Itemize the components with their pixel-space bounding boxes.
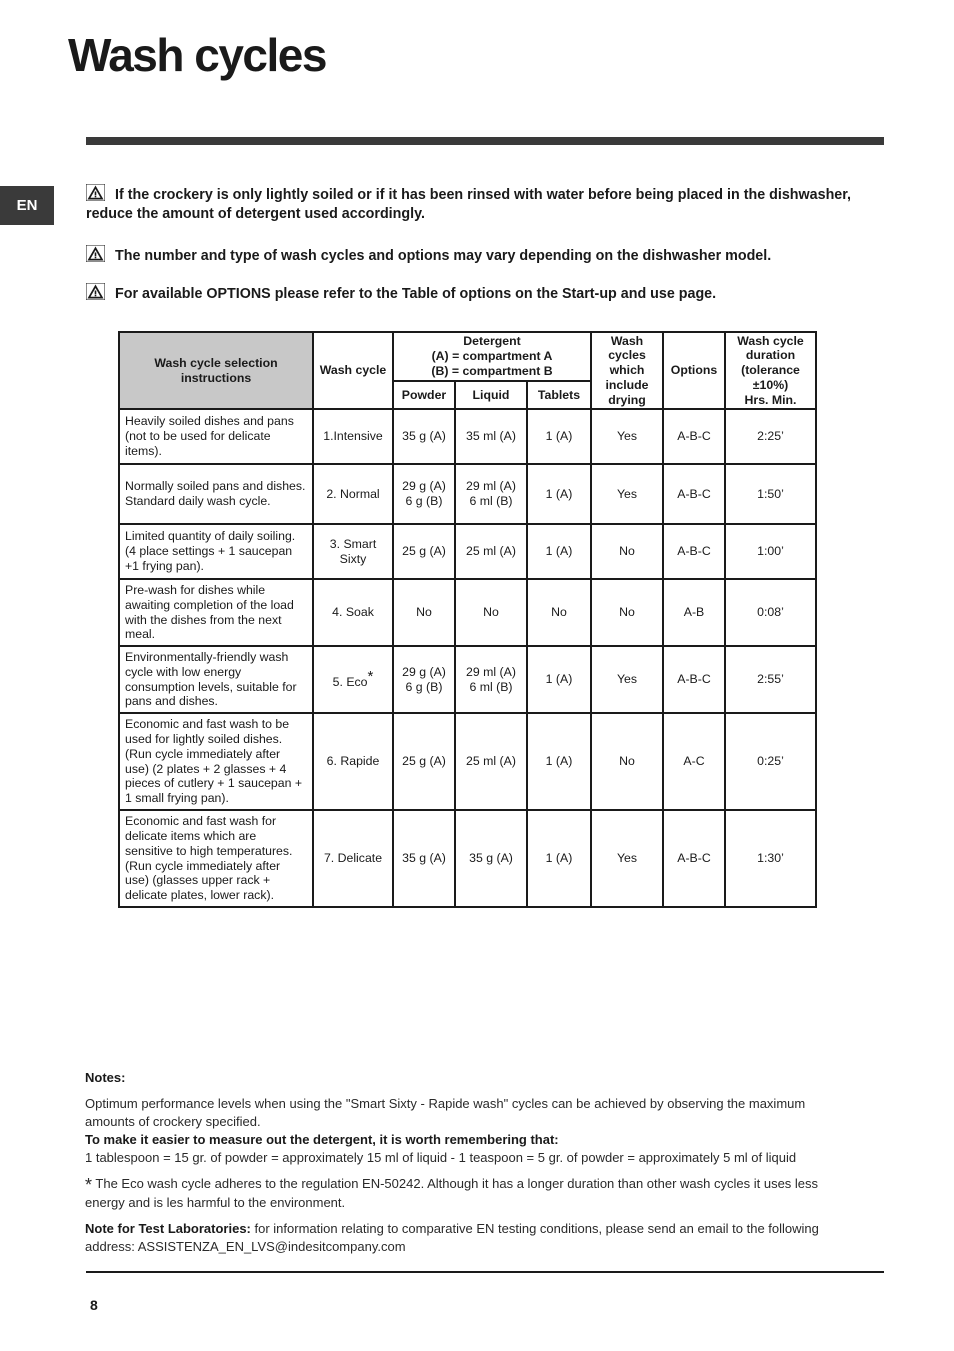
cell-tablets: 1 (A) [527,810,591,907]
cell-drying: No [591,579,663,646]
warning-note-3 [86,283,851,304]
cell-instructions: Pre-wash for dishes while awaiting completion of the load with the dishes from the next meal. [119,579,313,646]
table-body [119,409,816,907]
notes-test-labs-text: for information relating to comparative EN testing conditions, please send an email to the following address: ASSISTENZA_EN_LVS@indesitcompany.com [85,1221,819,1254]
cell-duration: 2:25’ [725,409,816,464]
notes-measure-text: 1 tablespoon = 15 gr. of powder = approximately 15 ml of liquid - 1 teaspoon = 5 gr. of powder = approximately 5 ml of liquid [85,1150,797,1165]
cell-drying: Yes [591,409,663,464]
cell-powder-line: 6 g (B) [405,679,443,694]
notes-eco-text: The Eco wash cycle adheres to the regulation EN-50242. Although it has a longer duration than other wash cycles it uses less energy and is les harmful to the environment. [85,1176,819,1210]
header-options: Options [663,332,725,409]
cell-instructions: Normally soiled pans and dishes. Standard daily wash cycle. [119,464,313,524]
cell-duration: 1:00’ [725,524,816,579]
table-row [119,524,816,579]
cell-liquid-line: 25 ml (A) [466,544,516,559]
cell-options: A-B-C [663,409,725,464]
cell-powder-line: 35 g (A) [402,429,446,444]
wash-cycle-name: 4. Soak [332,605,374,620]
cell-instructions: Limited quantity of daily soiling. (4 place settings + 1 saucepan +1 frying pan). [119,524,313,579]
cell-wash-cycle [313,579,393,646]
cell-options: A-B-C [663,810,725,907]
wash-cycles-table [118,331,817,908]
header-powder: Powder [393,381,455,409]
cell-liquid [455,579,527,646]
cell-liquid-line: 35 g (A) [469,851,513,866]
cell-options: A-C [663,713,725,810]
cell-instructions: Economic and fast wash for delicate items which are sensitive to high temperatures. (Run cycle immediately after use) (glasses upper rack + delicate plates, lower rack). [119,810,313,907]
header-tablets: Tablets [527,381,591,409]
cell-powder [393,810,455,907]
cell-tablets: 1 (A) [527,713,591,810]
header-duration [725,332,816,409]
wash-cycle-name: 2. Normal [326,486,380,501]
cell-options: A-B-C [663,524,725,579]
header-detergent-title: Detergent [463,334,521,349]
cell-drying: Yes [591,464,663,524]
cell-drying: No [591,524,663,579]
notes-test-labs [85,1220,855,1256]
cell-wash-cycle [313,524,393,579]
warning-text-2: The number and type of wash cycles and options may vary depending on the dishwasher model. [115,248,772,264]
cell-liquid-line: 35 ml (A) [466,429,516,444]
wash-cycle-name: 5. Eco [332,674,368,689]
cell-instructions: Environmentally-friendly wash cycle with low energy consumption levels, suitable for pans and dishes. [119,646,313,713]
table-row [119,409,816,464]
cell-wash-cycle [313,409,393,464]
cell-tablets: 1 (A) [527,409,591,464]
header-detergent-a: (A) = compartment A [431,349,553,364]
cell-instructions: Economic and fast wash to be used for lightly soiled dishes. (Run cycle immediately after use) (2 plates + 2 glasses + 4 pieces of cutlery + 1 saucepan + 1 small frying pan). [119,713,313,810]
cell-powder [393,464,455,524]
cell-wash-cycle [313,464,393,524]
cell-wash-cycle [313,646,393,713]
cell-tablets: 1 (A) [527,646,591,713]
wash-cycle-name: 3. Smart Sixty [329,536,377,566]
cell-liquid-line: No [483,605,499,620]
cell-liquid-line: 6 ml (B) [469,679,513,694]
cell-liquid-line: 25 ml (A) [466,754,516,769]
cell-drying: Yes [591,810,663,907]
asterisk-mark: * [367,667,374,685]
asterisk-mark: * [85,1175,93,1195]
header-detergent [393,332,591,381]
cell-wash-cycle [313,810,393,907]
cell-duration: 1:30’ [725,810,816,907]
cell-liquid [455,810,527,907]
cell-tablets: 1 (A) [527,464,591,524]
cell-liquid [455,524,527,579]
cell-liquid-line: 29 ml (A) [466,664,516,679]
cell-powder [393,646,455,713]
notes-section [85,1069,855,1256]
page-title: Wash cycles [68,29,326,81]
notes-measure-heading: To make it easier to measure out the detergent, it is worth remembering that: [85,1132,559,1147]
warning-triangle-icon [86,283,105,300]
cell-liquid [455,464,527,524]
cell-liquid-line: 29 ml (A) [466,479,516,494]
cell-tablets: 1 (A) [527,524,591,579]
cell-powder [393,524,455,579]
cell-options: A-B [663,579,725,646]
header-liquid: Liquid [455,381,527,409]
header-instructions: Wash cycle selection instructions [119,332,313,409]
notes-paragraph-1: Optimum performance levels when using the "Smart Sixty - Rapide wash" cycles can be achieved by observing the maximum amounts of crockery specified. [85,1096,806,1129]
cell-instructions: Heavily soiled dishes and pans (not to be used for delicate items). [119,409,313,464]
header-wash-cycle: Wash cycle [313,332,393,409]
wash-cycle-name: 1.Intensive [323,429,383,444]
header-drying: Wash cycles which include drying [591,332,663,409]
cell-powder-line: 6 g (B) [405,494,443,508]
table-row [119,579,816,646]
cell-tablets: No [527,579,591,646]
wash-cycle-name: 6. Rapide [326,754,380,769]
cell-options: A-B-C [663,646,725,713]
wash-cycle-name: 7. Delicate [323,851,383,866]
cell-powder [393,713,455,810]
warning-note-2 [86,245,851,266]
cell-powder [393,409,455,464]
notes-eco-paragraph [85,1175,855,1212]
cell-liquid [455,713,527,810]
cell-powder-line: 25 g (A) [402,544,446,559]
header-detergent-b: (B) = compartment B [431,363,553,378]
cell-duration: 2:55’ [725,646,816,713]
cell-powder [393,579,455,646]
cell-liquid-line: 6 ml (B) [469,494,513,508]
cell-options: A-B-C [663,464,725,524]
header-duration-title: Wash cycle duration (tolerance ±10%) [737,333,804,392]
cell-duration: 1:50’ [725,464,816,524]
cell-drying: No [591,713,663,810]
cell-drying: Yes [591,646,663,713]
warning-triangle-icon [86,184,105,201]
cell-powder-line: 25 g (A) [402,754,446,769]
table-row [119,464,816,524]
warning-text-3: For available OPTIONS please refer to the Table of options on the Start-up and use page. [115,286,717,302]
warning-triangle-icon [86,245,105,262]
cell-powder-line: 29 g (A) [402,479,446,494]
warning-text-1: If the crockery is only lightly soiled or if it has been rinsed with water before being placed in the dishwasher, reduce the amount of detergent used accordingly. [86,187,851,222]
header-duration-units: Hrs. Min. [744,392,797,407]
warning-note-1 [86,184,851,224]
cell-duration: 0:25’ [725,713,816,810]
cell-duration: 0:08’ [725,579,816,646]
cell-powder-line: No [416,605,432,620]
page-number: 8 [90,1297,98,1313]
cell-liquid [455,646,527,713]
table-row [119,713,816,810]
table-row [119,810,816,907]
footer-rule [86,1271,884,1273]
cell-liquid [455,409,527,464]
cell-powder-line: 29 g (A) [402,664,446,679]
table-row [119,646,816,713]
cell-wash-cycle [313,713,393,810]
language-tab: EN [0,186,54,225]
header-rule [86,137,884,145]
notes-title: Notes: [85,1070,126,1085]
cell-powder-line: 35 g (A) [402,851,446,866]
notes-test-labs-label: Note for Test Laboratories: [85,1221,251,1236]
